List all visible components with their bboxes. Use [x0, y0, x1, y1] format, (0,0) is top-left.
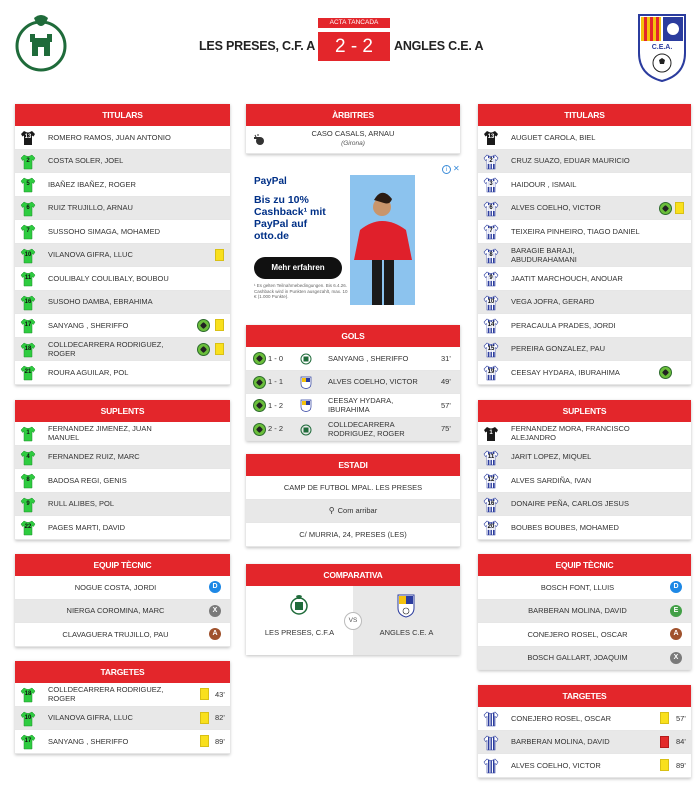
match-header	[0, 0, 697, 95]
away-starters-title: TITULARS	[478, 104, 691, 126]
shirt-number: 13	[24, 134, 32, 140]
yellow-card-icon	[660, 712, 669, 724]
shirt-number: 7	[487, 228, 495, 234]
player-name[interactable]: AUGUET CAROLA, BIEL	[511, 132, 596, 142]
goal-minute: 31'	[441, 353, 451, 363]
player-name[interactable]: COLLDECARRERA RODRIGUEZ, ROGER	[48, 339, 164, 358]
player-row[interactable]	[15, 361, 230, 385]
card-event-row[interactable]	[15, 730, 230, 754]
goals-card	[246, 325, 460, 441]
staff-row[interactable]	[15, 623, 230, 647]
player-name[interactable]: ALVES SARDIÑA, IVAN	[511, 475, 592, 485]
player-name[interactable]: RULL ALIBES, POL	[48, 499, 115, 509]
player-row[interactable]	[15, 422, 230, 446]
shirt-icon	[20, 224, 36, 240]
player-row[interactable]	[478, 338, 691, 362]
card-minute: 43'	[215, 689, 225, 699]
shirt-number: 10	[24, 251, 32, 258]
referee-name[interactable]: CASO CASALS, ARNAU	[311, 129, 395, 138]
staff-role-badge: X	[209, 605, 221, 617]
yellow-card-icon	[675, 202, 684, 214]
player-row[interactable]	[478, 150, 691, 174]
shirt-number: 1	[26, 430, 30, 436]
shirt-icon	[483, 342, 499, 358]
player-row[interactable]	[15, 338, 230, 362]
staff-row[interactable]	[478, 623, 691, 647]
away-subs-title: SUPLENTS	[478, 400, 691, 422]
staff-role-badge: X	[670, 652, 682, 664]
shirt-icon	[20, 450, 36, 466]
comparison-home[interactable]	[246, 586, 353, 655]
player-name[interactable]: COSTA SOLER, JOEL	[48, 156, 124, 166]
player-row[interactable]	[478, 361, 691, 385]
yellow-card-icon	[200, 712, 209, 724]
player-name[interactable]: ROURA AGUILAR, POL	[48, 367, 129, 377]
player-row[interactable]	[478, 197, 691, 221]
player-row[interactable]	[478, 446, 691, 470]
player-row[interactable]	[478, 220, 691, 244]
referee-row	[246, 126, 460, 154]
stadium-title: ESTADI	[246, 454, 460, 476]
ad-cta-button[interactable]: Mehr erfahren	[254, 257, 342, 279]
goal-ball-icon	[253, 399, 266, 412]
shirt-number: 22	[24, 524, 32, 530]
player-row[interactable]	[478, 291, 691, 315]
player-name[interactable]: CONEJERO ROSEL, OSCAR	[511, 713, 612, 723]
player-name[interactable]: BADOSA REGI, GENIS	[48, 475, 127, 485]
goal-row[interactable]	[246, 371, 460, 395]
shirt-icon	[20, 687, 36, 703]
shirt-icon	[20, 271, 36, 287]
yellow-card-icon	[215, 343, 224, 355]
shirt-number: 11	[24, 275, 32, 281]
home-cards-card	[15, 661, 230, 754]
shirt-number: 10	[24, 714, 32, 721]
card-minute: 89'	[676, 760, 686, 770]
card-event-row[interactable]	[478, 754, 691, 778]
card-event-row[interactable]	[478, 707, 691, 731]
staff-name[interactable]: BOSCH FONT, LLUIS	[540, 582, 615, 592]
player-row[interactable]	[15, 197, 230, 221]
stadium-name: CAMP DE FUTBOL MPAL. LES PRESES	[283, 482, 423, 492]
goal-ball-icon	[253, 352, 266, 365]
player-name[interactable]: VILANOVA GIFRA, LLUC	[48, 250, 133, 260]
staff-row[interactable]	[478, 647, 691, 671]
ad-image	[350, 175, 415, 305]
player-name[interactable]: CEESAY HYDARA, IBURAHIMA	[511, 367, 620, 377]
away-logo-small-icon	[397, 594, 415, 618]
shirt-number: 19	[487, 369, 495, 375]
away-team-icon	[300, 376, 312, 389]
shirt-number: 1	[489, 430, 493, 436]
shirt-icon	[483, 473, 499, 489]
card-event-row[interactable]	[478, 731, 691, 755]
home-subs-card	[15, 400, 230, 540]
player-name[interactable]: IBAÑEZ IBAÑEZ, ROGER	[48, 179, 136, 189]
shirt-icon	[20, 177, 36, 193]
shirt-icon	[20, 711, 36, 727]
shirt-number: 17	[24, 738, 32, 744]
ad-headline: Bis zu 10% Cashback¹ mit PayPal auf otto.de	[254, 194, 326, 242]
shirt-number: 3	[487, 181, 495, 187]
goal-minute: 57'	[441, 400, 451, 410]
goal-ball-icon	[659, 202, 672, 215]
stadium-address: C/ MURRIA, 24, PRESES (LES)	[299, 529, 407, 539]
goal-score: 1 - 2	[268, 400, 284, 410]
shirt-number: 2	[26, 157, 30, 164]
card-minute: 82'	[215, 713, 225, 723]
away-team-icon	[300, 399, 312, 412]
shirt-icon	[483, 318, 499, 334]
shirt-number: 18	[24, 691, 32, 697]
shirt-number: 21	[24, 369, 32, 375]
player-row[interactable]	[15, 493, 230, 517]
player-name[interactable]: BOUBES BOUBES, MOHAMED	[511, 522, 619, 532]
shirt-icon	[483, 201, 499, 217]
stadium-address-row	[246, 523, 460, 547]
player-row[interactable]	[478, 422, 691, 446]
red-card-icon	[660, 736, 669, 748]
shirt-icon	[20, 426, 36, 442]
goalkeeper-shirt-icon	[20, 130, 36, 146]
player-name[interactable]: ROMERO RAMOS, JUAN ANTONIO	[48, 132, 171, 142]
shirt-icon	[20, 201, 36, 217]
goalkeeper-shirt-icon	[483, 426, 499, 442]
away-team-logo[interactable]	[637, 13, 687, 83]
goal-score: 2 - 2	[268, 424, 284, 434]
player-name[interactable]: FERNANDEZ MORA, FRANCISCO ALEJANDRO	[511, 424, 630, 443]
player-row[interactable]	[478, 267, 691, 291]
shirt-number: 7	[26, 228, 30, 234]
staff-name[interactable]: CLAVAGUERA TRUJILLO, PAU	[62, 629, 169, 639]
player-name[interactable]: HAIDOUR , ISMAIL	[511, 179, 577, 189]
shirt-number: 8	[26, 477, 30, 483]
stadium-directions-row[interactable]	[246, 500, 460, 524]
shirt-icon	[483, 450, 499, 466]
goal-row[interactable]	[246, 418, 460, 442]
player-name[interactable]: VILANOVA GIFRA, LLUC	[48, 713, 133, 723]
staff-row[interactable]	[15, 600, 230, 624]
shirt-number: 18	[24, 345, 32, 352]
staff-name[interactable]: NIERGA COROMINA, MARC	[66, 606, 165, 616]
away-team-name[interactable]: ANGLES C.E. A	[394, 39, 484, 53]
player-row[interactable]	[478, 244, 691, 268]
directions-link[interactable]: Com arribar	[337, 506, 378, 516]
goal-ball-icon	[197, 319, 210, 332]
advertisement[interactable]	[246, 161, 460, 316]
referees-card	[246, 104, 460, 154]
stadium-name-row	[246, 476, 460, 500]
shirt-icon	[483, 735, 499, 751]
staff-name[interactable]: BOSCH GALLART, JOAQUIM	[527, 653, 628, 663]
player-row[interactable]	[478, 126, 691, 150]
player-name[interactable]: RUIZ TRUJILLO, ARNAU	[48, 203, 133, 213]
staff-name[interactable]: BARBERAN MOLINA, DAVID	[528, 606, 627, 616]
player-name[interactable]: BARBERAN MOLINA, DAVID	[511, 737, 610, 747]
shirt-icon	[483, 177, 499, 193]
player-name[interactable]: VEGA JOFRA, GERARD	[511, 297, 595, 307]
goal-minute: 49'	[441, 377, 451, 387]
player-row[interactable]	[15, 516, 230, 540]
comparison-away[interactable]	[353, 586, 460, 655]
shirt-number: 11	[487, 453, 495, 460]
ad-fineprint: ¹ Es gelten Teilnahmebedingungen. Bis 6.4.26. Cashback wird in Punkten ausgezahlt, max. 10 € (1.000 Punkte).	[254, 283, 348, 299]
home-staff-card	[15, 554, 230, 647]
shirt-number: 13	[487, 134, 495, 140]
shirt-number: 16	[487, 500, 495, 507]
shirt-number: 6	[487, 205, 495, 211]
player-row[interactable]	[15, 126, 230, 150]
shirt-number: 8	[487, 252, 495, 258]
player-row[interactable]	[15, 446, 230, 470]
shirt-number: 4	[26, 453, 30, 460]
player-name[interactable]: CRUZ SUAZO, EDUAR MAURICIO	[511, 156, 630, 166]
shirt-icon	[483, 520, 499, 536]
player-name[interactable]: PAGES MARTI, DAVID	[48, 522, 126, 532]
player-name[interactable]: FERNANDEZ RUIZ, MARC	[48, 452, 140, 462]
shirt-icon	[483, 295, 499, 311]
whistle-icon	[253, 134, 265, 146]
shirt-icon	[20, 520, 36, 536]
yellow-card-icon	[660, 759, 669, 771]
goal-ball-icon	[197, 343, 210, 356]
shirt-number: 10	[487, 298, 495, 305]
away-starters-card	[478, 104, 691, 385]
player-name[interactable]: ALVES COELHO, VICTOR	[511, 760, 601, 770]
map-pin-icon: ⚲	[328, 506, 335, 516]
yellow-card-icon	[215, 319, 224, 331]
card-minute: 84'	[676, 737, 686, 747]
referee-region: (Girona)	[341, 140, 365, 147]
player-row[interactable]	[478, 516, 691, 540]
goal-scorer[interactable]: COLLDECARRERA RODRIGUEZ, ROGER	[328, 419, 405, 438]
staff-role-badge: E	[670, 605, 682, 617]
shirt-icon	[20, 365, 36, 381]
player-name[interactable]: TEIXEIRA PINHEIRO, TIAGO DANIEL	[511, 226, 640, 236]
comparison-title: COMPARATIVA	[246, 564, 460, 586]
shirt-icon	[483, 271, 499, 287]
shirt-number: 9	[487, 275, 495, 281]
goal-row[interactable]	[246, 394, 460, 418]
match-status: ACTA TANCADA	[318, 18, 390, 28]
staff-name[interactable]: CONEJERO ROSEL, OSCAR	[527, 629, 628, 639]
shirt-number: 15	[487, 345, 495, 352]
player-name[interactable]: ALVES COELHO, VICTOR	[511, 203, 601, 213]
away-cards-card	[478, 685, 691, 778]
player-name[interactable]: JARIT LOPEZ, MIQUEL	[511, 452, 592, 462]
player-row[interactable]	[15, 220, 230, 244]
shirt-icon	[483, 224, 499, 240]
staff-row[interactable]	[478, 576, 691, 600]
player-name[interactable]: SANYANG , SHERIFFO	[48, 320, 129, 330]
card-minute: 89'	[215, 736, 225, 746]
shirt-number: 20	[487, 524, 495, 530]
goal-scorer[interactable]: CEESAY HYDARA, IBURAHIMA	[328, 396, 394, 415]
home-team-name[interactable]: LES PRESES, C.F. A	[199, 39, 316, 53]
player-name[interactable]: BARAGIE BARAJI, ABUDURAHAMANI	[511, 245, 577, 264]
home-starters-title: TITULARS	[15, 104, 230, 126]
home-cards-title: TARGETES	[15, 661, 230, 683]
shirt-icon	[483, 758, 499, 774]
player-name[interactable]: COULIBALY COULIBALY, BOUBOU	[48, 273, 169, 283]
shirt-icon	[483, 711, 499, 727]
yellow-card-icon	[215, 249, 224, 261]
staff-role-badge: D	[209, 581, 221, 593]
shirt-icon	[20, 342, 36, 358]
staff-role-badge: D	[670, 581, 682, 593]
shirt-number: 6	[26, 204, 30, 211]
vs-badge: VS	[344, 612, 362, 630]
shirt-icon	[20, 248, 36, 264]
player-row[interactable]	[15, 150, 230, 174]
home-staff-title: EQUIP TÈCNIC	[15, 554, 230, 576]
shirt-icon	[20, 734, 36, 750]
comparison-card[interactable]	[246, 564, 460, 655]
ad-close-icon[interactable]: ✕	[453, 164, 460, 173]
home-logo-small-icon	[290, 595, 308, 615]
away-staff-card	[478, 554, 691, 670]
shirt-icon	[20, 154, 36, 170]
home-starters-card	[15, 104, 230, 385]
yellow-card-icon	[200, 688, 209, 700]
goals-title: GOLS	[246, 325, 460, 347]
shirt-number: 9	[26, 500, 30, 507]
shirt-icon	[20, 318, 36, 334]
staff-row[interactable]	[478, 600, 691, 624]
staff-role-badge: A	[670, 628, 682, 640]
card-event-row[interactable]	[15, 707, 230, 731]
goal-score: 1 - 0	[268, 353, 284, 363]
goal-scorer[interactable]: SANYANG , SHERIFFO	[328, 353, 409, 363]
staff-role-badge: A	[209, 628, 221, 640]
player-name[interactable]: JAATIT MARCHOUCH, ANOUAR	[511, 273, 623, 283]
player-row[interactable]	[478, 469, 691, 493]
player-name[interactable]: SANYANG , SHERIFFO	[48, 736, 129, 746]
shirt-number: 17	[24, 322, 32, 328]
goal-scorer[interactable]: ALVES COELHO, VICTOR	[328, 377, 418, 387]
yellow-card-icon	[200, 735, 209, 747]
player-name[interactable]: SUSOHO DAMBA, EBRAHIMA	[48, 297, 153, 307]
away-subs-card	[478, 400, 691, 540]
referees-title: ÀRBITRES	[246, 104, 460, 126]
staff-row[interactable]	[15, 576, 230, 600]
player-row[interactable]	[478, 314, 691, 338]
stadium-card	[246, 454, 460, 547]
player-row[interactable]	[15, 314, 230, 338]
goal-ball-icon	[253, 423, 266, 436]
shirt-number: 5	[26, 181, 30, 187]
comparison-home-name: LES PRESES, C.F.A	[264, 628, 335, 637]
player-row[interactable]	[478, 173, 691, 197]
shirt-number: 2	[487, 158, 495, 164]
comparison-away-name: ANGLES C.E. A	[379, 628, 434, 637]
shirt-icon	[483, 365, 499, 381]
goalkeeper-shirt-icon	[483, 130, 499, 146]
away-staff-title: EQUIP TÈCNIC	[478, 554, 691, 576]
player-row[interactable]	[478, 493, 691, 517]
player-name[interactable]: PEREIRA GONZALEZ, PAU	[511, 344, 606, 354]
ad-brand: PayPal	[254, 176, 287, 187]
player-name[interactable]: PERACAULA PRADES, JORDI	[511, 320, 616, 330]
player-name[interactable]: FERNANDEZ JIMENEZ, JUAN MANUEL	[48, 424, 152, 443]
home-subs-title: SUPLENTS	[15, 400, 230, 422]
shirt-number: 12	[487, 477, 495, 483]
player-name[interactable]: COLLDECARRERA RODRIGUEZ, ROGER	[48, 685, 164, 704]
shirt-icon	[20, 497, 36, 513]
home-team-logo[interactable]	[14, 14, 68, 74]
shirt-number: 16	[24, 298, 32, 305]
shirt-icon	[20, 295, 36, 311]
player-row[interactable]	[15, 267, 230, 291]
match-score: 2 - 2	[318, 32, 390, 61]
card-minute: 57'	[676, 713, 686, 723]
svg-text:C.E.A.: C.E.A.	[651, 44, 673, 51]
shirt-icon	[483, 248, 499, 264]
goal-minute: 75'	[441, 424, 451, 434]
goal-ball-icon	[659, 366, 672, 379]
home-team-icon	[300, 423, 312, 436]
shirt-icon	[20, 473, 36, 489]
ad-info-icon[interactable]: i	[442, 165, 451, 174]
away-cards-title: TARGETES	[478, 685, 691, 707]
player-row[interactable]	[15, 173, 230, 197]
shirt-number: 14	[487, 322, 495, 328]
goal-score: 1 - 1	[268, 377, 284, 387]
staff-name[interactable]: NOGUE COSTA, JORDI	[74, 582, 157, 592]
shirt-icon	[483, 497, 499, 513]
player-row[interactable]	[15, 244, 230, 268]
player-name[interactable]: DONAIRE PEÑA, CARLOS JESUS	[511, 499, 629, 509]
goal-ball-icon	[253, 376, 266, 389]
shirt-icon	[483, 154, 499, 170]
player-row[interactable]	[15, 291, 230, 315]
card-event-row[interactable]	[15, 683, 230, 707]
home-team-icon	[300, 352, 312, 365]
goal-row[interactable]	[246, 347, 460, 371]
player-row[interactable]	[15, 469, 230, 493]
player-name[interactable]: SUSSOHO SIMAGA, MOHAMED	[48, 226, 161, 236]
